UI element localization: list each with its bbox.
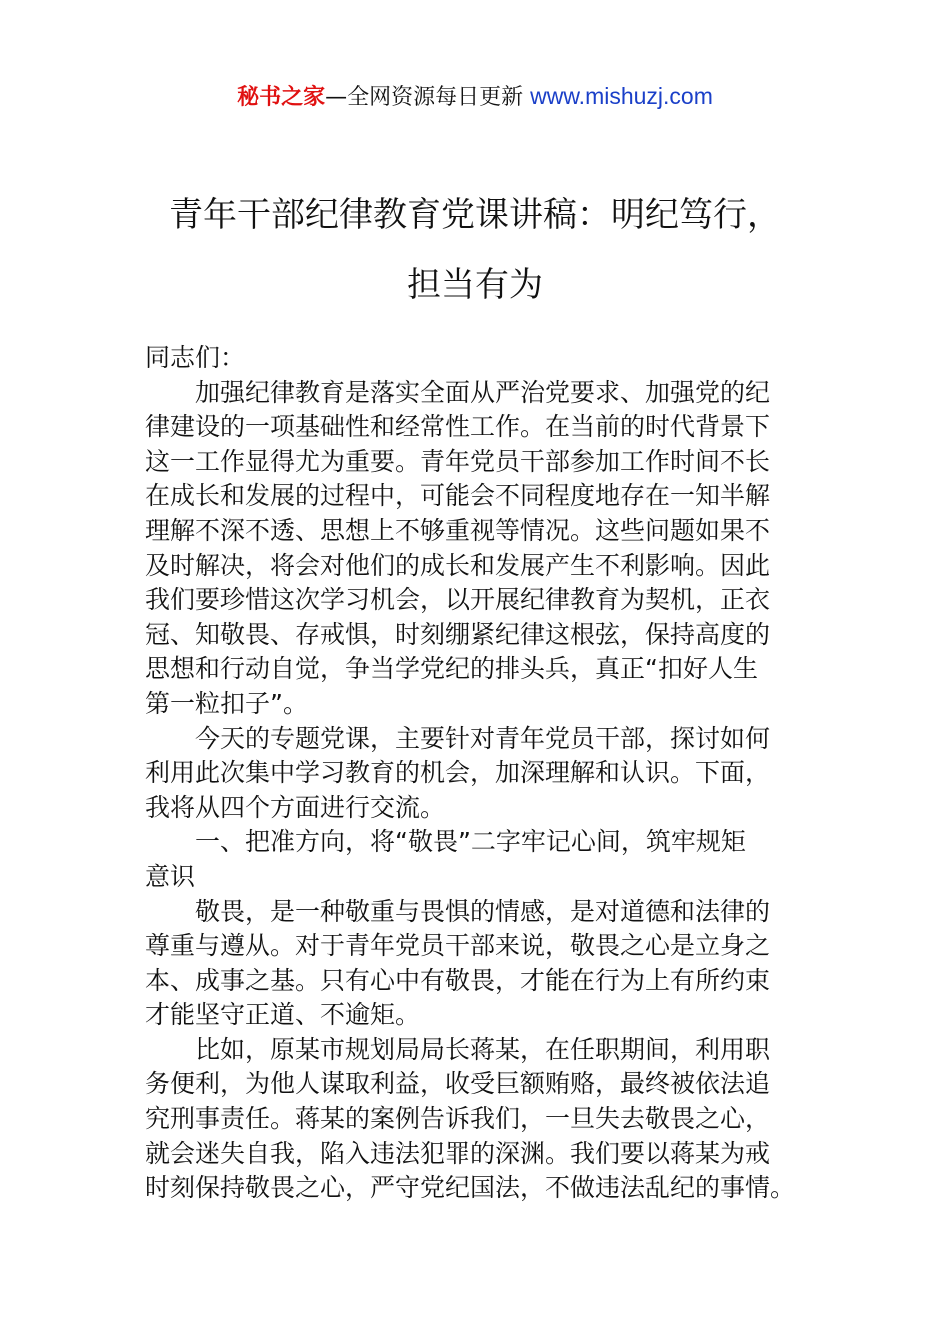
body-line: 时刻保持敬畏之心，严守党纪国法，不做违法乱纪的事情。 [145,1173,796,1203]
title-line-2: 担当有为 [407,265,543,305]
body-line: 尊重与遵从。对于青年党员干部来说，敬畏之心是立身之 [145,931,771,961]
body-line: 我们要珍惜这次学习机会，以开展纪律教育为契机，正衣 [145,585,771,615]
body-line: 一、把准方向，将“敬畏”二字牢记心间，筑牢规矩 [195,827,746,857]
body-line: 利用此次集中学习教育的机会，加深理解和认识。下面， [145,758,771,788]
body-line: 及时解决，将会对他们的成长和发展产生不利影响。因此 [145,550,771,580]
body-line: 敬畏，是一种敬重与畏惧的情感，是对道德和法律的 [195,896,771,926]
body-line: 在成长和发展的过程中，可能会不同程度地存在一知半解 [145,481,771,511]
body-line: 理解不深不透、思想上不够重视等情况。这些问题如果不 [145,515,771,545]
body-line: 思想和行动自觉，争当学党纪的排头兵，真正“扣好人生 [145,654,758,684]
body-line: 冠、知敬畏、存戒惧，时刻绷紧纪律这根弦，保持高度的 [145,619,771,649]
body-line: 律建设的一项基础性和经常性工作。在当前的时代背景下 [145,412,771,442]
body-line: 务便利，为他人谋取利益，收受巨额贿赂，最终被依法追 [145,1069,771,1099]
body-line: 我将从四个方面进行交流。 [145,792,446,822]
body-line: 同志们： [145,343,246,372]
header-tagline: —全网资源每日更新 [325,85,531,110]
brand-name: 秘书之家 [237,85,326,110]
body-line: 比如，原某市规划局局长蒋某，在任职期间，利用职 [195,1034,771,1064]
site-url-link[interactable]: www.mishuzj.com [530,83,713,109]
body-line: 意识 [145,861,196,891]
body-line: 第一粒扣子”。 [145,688,308,718]
body-line: 今天的专题党课，主要针对青年党员干部，探讨如何 [195,723,771,753]
body-line: 才能坚守正道、不逾矩。 [145,1000,421,1030]
body-line: 加强纪律教育是落实全面从严治党要求、加强党的纪 [195,377,771,407]
body-line: 这一工作显得尤为重要。青年党员干部参加工作时间不长 [145,446,771,476]
body-line: 本、成事之基。只有心中有敬畏，才能在行为上有所约束 [145,965,771,995]
title-line-1: 青年干部纪律教育党课讲稿：明纪笃行， [169,195,781,235]
document-body [145,341,810,1206]
body-line: 究刑事责任。蒋某的案例告诉我们，一旦失去敬畏之心， [145,1104,771,1134]
site-header [0,80,950,114]
body-line: 就会迷失自我，陷入违法犯罪的深渊。我们要以蒋某为戒 [145,1138,771,1168]
document-title [100,180,850,320]
